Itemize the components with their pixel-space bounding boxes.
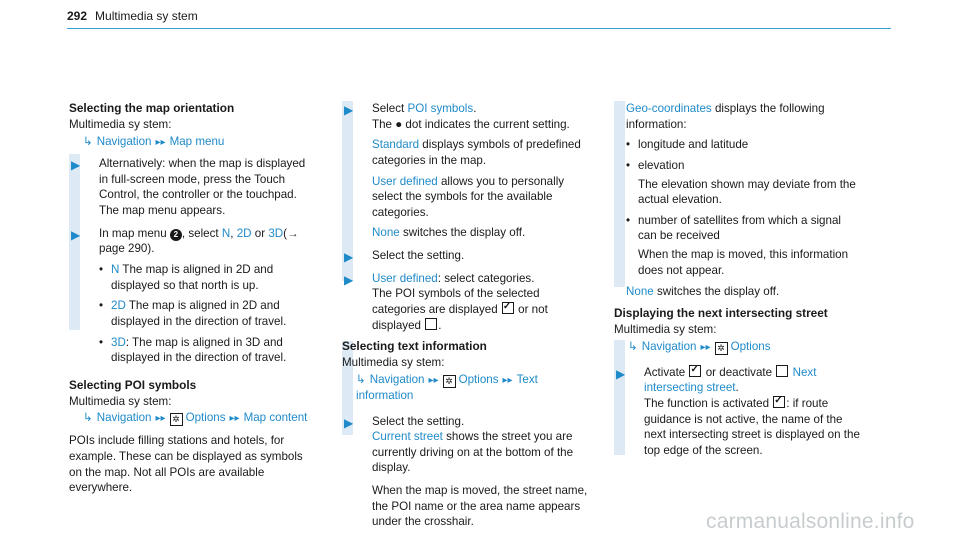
nav-text-information: Text information (356, 372, 538, 402)
bullet-text: The map is aligned in 2D and displayed so that north is up. (111, 263, 274, 292)
chevron-double-icon: ▸▸ (700, 341, 711, 353)
gear-icon: ✲ (170, 413, 183, 426)
poi-description: POIs include filling stations and hotels, for example. These can be displayed as symbols on the map. Not all POIs are available everywhere. (69, 434, 303, 495)
step-select-setting (342, 248, 590, 264)
nav-path (69, 134, 317, 150)
chevron-double-icon: ▸▸ (502, 374, 513, 386)
option-user-defined: User defined (372, 271, 438, 285)
bullet-key: N (111, 263, 120, 277)
nav-options: Options (730, 339, 771, 353)
nav-path (614, 339, 862, 355)
bullet-satellites (626, 213, 862, 244)
punct: . (438, 318, 442, 332)
option-user-defined: User defined (372, 174, 438, 188)
heading-next-street: Displaying the next intersecting street (614, 306, 828, 321)
option-2d: 2D (236, 226, 252, 240)
menu-hook-icon: ↳ (628, 339, 638, 353)
page-header (67, 8, 198, 24)
bullet-text: longitude and latitude (638, 138, 749, 152)
header-rule (67, 28, 891, 29)
geo-block (614, 101, 862, 300)
option-none: None (372, 226, 400, 240)
moved-note: When the map is moved, the street name, the POI name or the area name appears under the crosshair. (372, 484, 588, 529)
bullet-n (99, 262, 317, 293)
step-activate (614, 365, 862, 459)
chevron-double-icon: ▸▸ (155, 136, 166, 148)
gear-icon: ✲ (715, 342, 728, 355)
step-arrow-icon: ▶ (71, 227, 81, 242)
bullet-3d (99, 335, 317, 366)
bullet-dot-icon: • (626, 213, 631, 227)
option-none: None (626, 285, 654, 299)
standard-line (372, 137, 590, 168)
heading-map-orientation: Selecting the map orientation (69, 101, 235, 115)
step-arrow-icon: ▶ (344, 250, 354, 265)
step-text: : if route guidance is not active, the name of the next intersecting street is displayed on the top edge of the screen. (644, 396, 860, 457)
step-text: , select (181, 226, 219, 240)
option-n: N (221, 226, 231, 240)
multimedia-label: Multimedia sy stem: (614, 322, 717, 336)
menu-hook-icon: ↳ (83, 411, 93, 425)
bullet-text: : The map is aligned in 3D and displayed in the direction of travel. (111, 335, 287, 365)
step-arrow-icon: ▶ (344, 272, 354, 287)
checkbox-checked-icon (502, 302, 514, 314)
step-arrow-icon: ▶ (344, 103, 354, 117)
multimedia-label: Multimedia sy stem: (342, 356, 445, 370)
dot-note: The ● dot indicates the current setting. (372, 117, 570, 131)
option-text: switches the display off. (402, 226, 526, 240)
none-line (372, 225, 590, 241)
punct: , (230, 226, 234, 240)
step-text: Alternatively: when the map is displayed in full-screen mode, press the Touch Control, the controller or the touchpad. The map menu appears. (99, 157, 306, 218)
step-text: or deactivate (705, 365, 773, 379)
option-text: displays the following information: (626, 102, 825, 131)
option-next-intersecting-street: Next intersecting street (644, 365, 817, 395)
step-text: The function is activated (644, 396, 770, 410)
punct: . (735, 381, 739, 395)
nav-options: Options (185, 411, 226, 425)
bullet-key: 3D (111, 335, 126, 349)
step-text: Activate (644, 365, 686, 379)
bullet-text: number of satellites from which a signal can be received (638, 213, 841, 243)
option-text: switches the display off. (656, 285, 780, 299)
nav-navigation: Navigation (369, 372, 425, 386)
none-line (626, 284, 862, 300)
step-text: or not displayed (372, 303, 548, 332)
nav-navigation: Navigation (641, 339, 697, 353)
step-user-defined (342, 271, 590, 334)
userdef-symbols (372, 286, 590, 333)
step-text: Select (372, 102, 405, 115)
option-text: displays symbols of predefined categories in the map. (372, 138, 581, 167)
option-poi-symbols: POI symbols (407, 102, 474, 115)
nav-options: Options (458, 372, 499, 386)
heading-text-information: Selecting text information (342, 339, 487, 354)
nav-map-menu: Map menu (169, 134, 225, 148)
bullet-dot-icon: • (626, 158, 631, 172)
option-3d: 3D (268, 226, 284, 240)
header-title: Multimedia sy stem (95, 9, 198, 23)
step-text: : select categories. (437, 271, 535, 285)
step-select-setting-2 (342, 414, 590, 530)
nav-navigation: Navigation (96, 134, 152, 148)
checkbox-empty-icon (425, 318, 437, 330)
step-arrow-icon: ▶ (344, 415, 354, 430)
step-arrow-icon: ▶ (71, 158, 81, 173)
checkbox-checked-icon (773, 396, 785, 408)
step-text: Select the setting. (372, 414, 465, 428)
watermark: carmanualsonline.info (706, 510, 915, 533)
step-map-menu (69, 226, 317, 366)
menu-hook-icon: ↳ (356, 372, 366, 386)
column-3 (614, 101, 862, 458)
option-geo-coordinates: Geo-coordinates (626, 102, 712, 115)
page-number: 292 (67, 9, 88, 23)
bullet-2d (99, 298, 317, 329)
step-text: In map menu (99, 226, 167, 240)
step-text: The POI symbols of the selected categories are displayed (372, 287, 540, 317)
step-arrow-icon: ▶ (616, 366, 626, 381)
multimedia-label: Multimedia sy stem: (69, 117, 172, 131)
bullet-longitude (626, 137, 862, 153)
bullet-key: 2D (111, 299, 126, 313)
option-current-street: Current street (372, 430, 443, 444)
checkbox-empty-icon (776, 365, 788, 377)
userdef-line (372, 174, 590, 221)
nav-path (69, 410, 317, 426)
column-1 (69, 101, 317, 496)
geo-line (626, 101, 862, 132)
bullet-elevation (626, 158, 862, 174)
nav-path (342, 372, 590, 404)
callout-number-icon: 2 (170, 229, 182, 241)
chevron-double-icon: ▸▸ (155, 413, 166, 425)
elevation-note: The elevation shown may deviate from the actual elevation. (638, 177, 856, 207)
nav-map-content: Map content (243, 411, 308, 425)
bullet-dot-icon: • (99, 299, 104, 313)
chevron-double-icon: ▸▸ (229, 413, 240, 425)
checkbox-checked-icon (689, 365, 701, 377)
bullet-text: elevation (638, 158, 685, 172)
bullet-dot-icon: • (99, 263, 104, 277)
current-street-line (372, 429, 590, 476)
option-standard: Standard (372, 138, 420, 152)
step-text: or (254, 226, 266, 240)
menu-hook-icon: ↳ (83, 134, 93, 148)
column-2 (342, 101, 590, 530)
page-ref: (→ page 290). (99, 226, 299, 256)
multimedia-label: Multimedia sy stem: (69, 394, 172, 408)
bullet-dot-icon: • (626, 138, 631, 152)
bullet-text: The map is aligned in 2D and displayed in the direction of travel. (111, 299, 287, 328)
nav-navigation: Navigation (96, 411, 152, 425)
bullet-dot-icon: • (99, 335, 104, 349)
gear-icon: ✲ (443, 375, 456, 388)
function-note (644, 396, 862, 459)
step-select-poi: ▶ Select POI symbols. The ● dot indicates the current setting. Standard displays symbols of predefined categories in the map. User defined allows you to personally select the symbols for the available categories. None switches the display off. (342, 101, 590, 241)
chevron-double-icon: ▸▸ (428, 374, 439, 386)
heading-poi-symbols: Selecting POI symbols (69, 377, 197, 392)
option-text: shows the street you are currently driving on at the bottom of the display. (372, 430, 574, 475)
step-text: Select the setting. (372, 249, 465, 263)
step-alternatively (69, 156, 317, 219)
satellites-note: When the map is moved, this information does not appear. (638, 248, 849, 277)
option-text: allows you to personally select the symbols for the available categories. (372, 174, 565, 219)
